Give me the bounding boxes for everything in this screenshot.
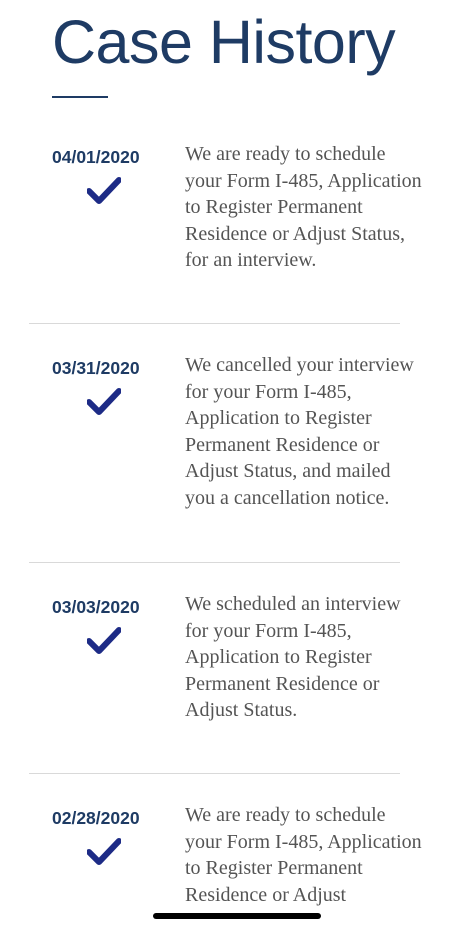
check-icon <box>87 627 121 655</box>
home-indicator[interactable] <box>153 913 321 919</box>
history-description: We are ready to schedule your Form I-485, Application to Register Permanent Residence or Adjust <box>185 804 422 906</box>
history-description: We cancelled your interview for your Form I-485, Application to Register Permanent Residence or Adjust Status, and mailed you a cancellation notice. <box>185 354 414 509</box>
check-icon <box>87 838 121 866</box>
history-date: 02/28/2020 <box>52 808 140 828</box>
check-icon <box>87 388 121 416</box>
check-icon <box>87 177 121 205</box>
history-date: 03/03/2020 <box>52 597 140 617</box>
divider <box>29 323 400 324</box>
title-underline <box>52 96 108 98</box>
history-description: We scheduled an interview for your Form I-485, Application to Register Permanent Residence or Adjust Status. <box>185 593 401 722</box>
divider <box>29 773 400 774</box>
history-date: 03/31/2020 <box>52 358 140 378</box>
history-date: 04/01/2020 <box>52 147 140 167</box>
divider <box>29 562 400 563</box>
page-title: Case History <box>52 8 396 76</box>
history-description: We are ready to schedule your Form I-485, Application to Register Permanent Residence or Adjust Status, for an interview. <box>185 143 422 272</box>
